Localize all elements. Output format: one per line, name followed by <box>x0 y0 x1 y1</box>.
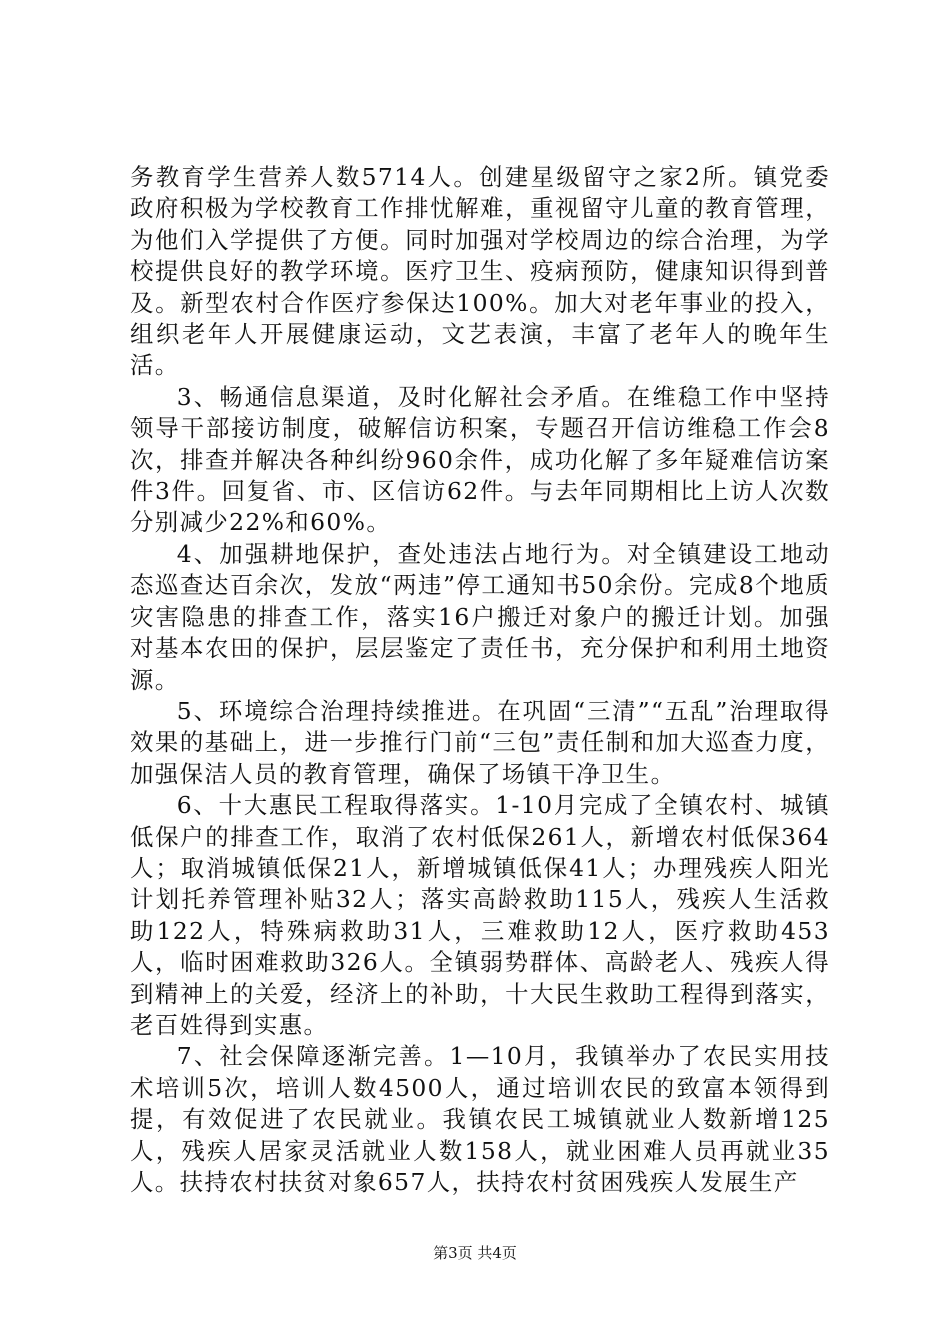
paragraph-item-4: 4、加强耕地保护，查处违法占地行为。对全镇建设工地动态巡查达百余次，发放“两违”停工通知书50余份。完成8个地质灾害隐患的排查工作，落实16户搬迁对象户的搬迁计划。加强对基本农田的保护，层层鉴定了责任书，充分保护和利用土地资源。 <box>130 539 830 694</box>
paragraph-item-7: 7、社会保障逐渐完善。1—10月，我镇举办了农民实用技术培训5次，培训人数4500人，通过培训农民的致富本领得到提，有效促进了农民就业。我镇农民工城镇就业人数新增125人，残疾人居家灵活就业人数158人，就业困难人员再就业35人。扶持农村扶贫对象657人，扶持农村贫困残疾人发展生产 <box>130 1042 830 1196</box>
paragraph-item-3: 3、畅通信息渠道，及时化解社会矛盾。在维稳工作中坚持领导干部接访制度，破解信访积案，专题召开信访维稳工作会8次，排查并解决各种纠纷960余件，成功化解了多年疑难信访案件3件。回复省、市、区信访62件。与去年同期相比上访人次数分别减少22%和60%。 <box>130 382 830 537</box>
body-text <box>130 162 830 1198</box>
paragraph-continuation: 务教育学生营养人数5714人。创建星级留守之家2所。镇党委政府积极为学校教育工作排忧解难，重视留守儿童的教育管理，为他们入学提供了方便。同时加强对学校周边的综合治理，为学校提供良好的教学环境。医疗卫生、疫病预防，健康知识得到普及。新型农村合作医疗参保达100%。加大对老年事业的投入，组织老年人开展健康运动，文艺表演，丰富了老年人的晚年生活。 <box>130 163 830 380</box>
paragraph-item-6: 6、十大惠民工程取得落实。1-10月完成了全镇农村、城镇低保户的排查工作，取消了农村低保261人，新增农村低保364人；取消城镇低保21人，新增城镇低保41人；办理残疾人阳光计划托养管理补贴32人；落实高龄救助115人，残疾人生活救助122人，特殊病救助31人，三难救助12人，医疗救助453人，临时困难救助326人。全镇弱势群体、高龄老人、残疾人得到精神上的关爱，经济上的补助，十大民生救助工程得到落实，老百姓得到实惠。 <box>130 791 830 1039</box>
page-footer: 第3页 共4页 <box>433 1244 517 1262</box>
paragraph-item-5: 5、环境综合治理持续推进。在巩固“三清”“五乱”治理取得效果的基础上，进一步推行门前“三包”责任制和加大巡查力度，加强保洁人员的教育管理，确保了场镇干净卫生。 <box>130 696 830 788</box>
